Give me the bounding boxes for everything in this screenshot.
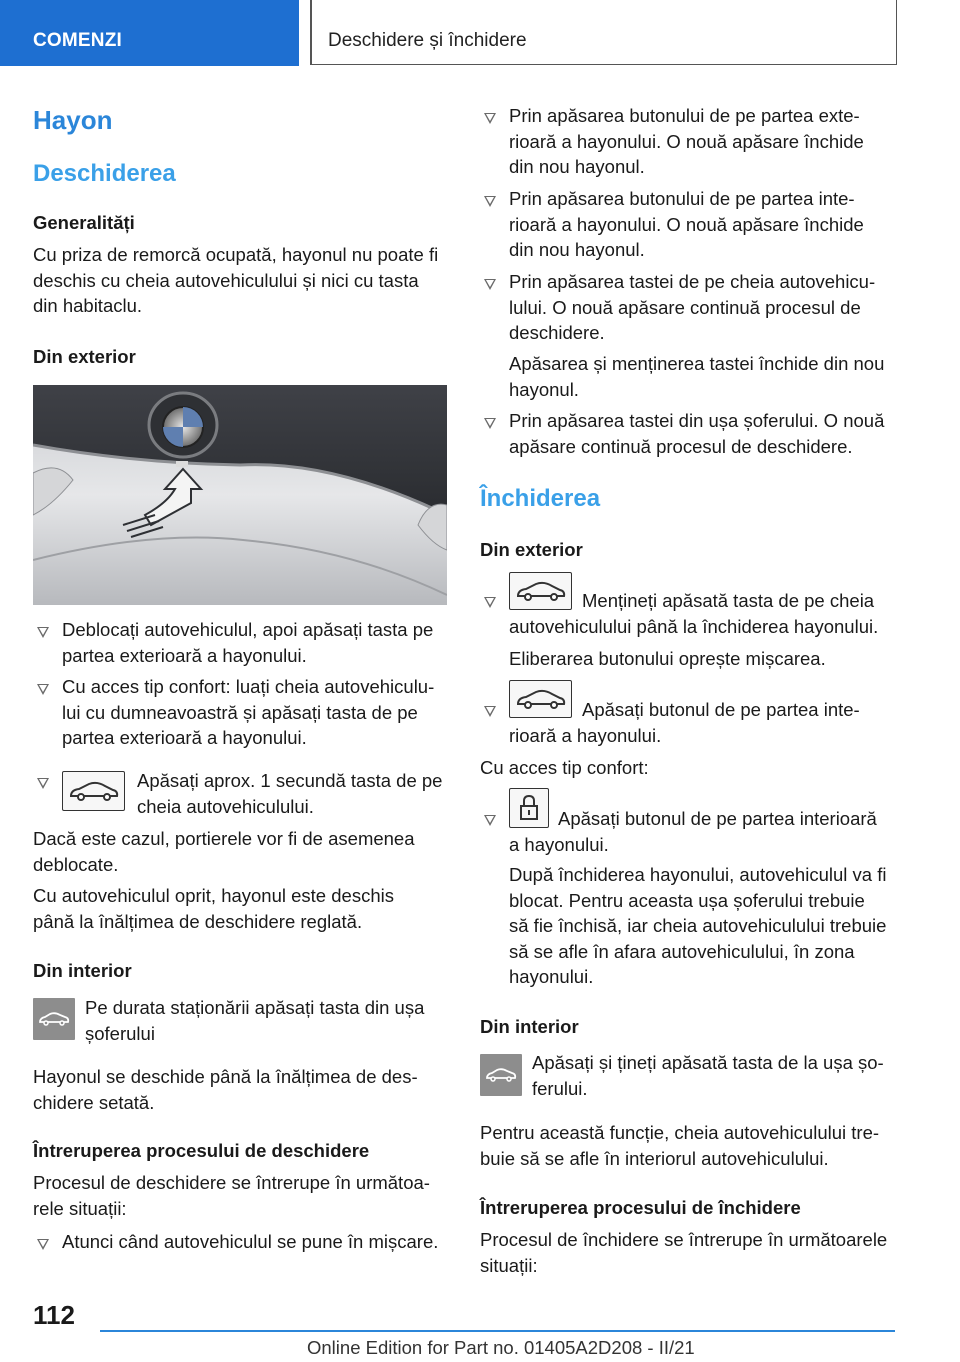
bullet-icon xyxy=(484,279,496,290)
bullet-icon xyxy=(484,706,496,717)
lock-icon xyxy=(509,788,549,828)
bullet-icon xyxy=(484,418,496,429)
bullet-exterior-button: Prin apăsarea butonului de pe partea exte- rioară a hayonului. O nouă apăsare închide din nou hayonul. xyxy=(509,105,864,177)
chapter-title: Deschidere și închidere xyxy=(328,30,527,51)
bullet-unlock: Deblocați autovehiculul, apoi apăsați tasta pe partea exterioară a hayonului. xyxy=(62,619,434,666)
section-heading-opening: Deschiderea xyxy=(33,160,176,187)
bullet-comfort-close-line1: Apăsați butonul de pe partea interioară xyxy=(558,808,877,829)
driver-door-button-icon xyxy=(480,1054,522,1096)
para-doors: Dacă este cazul, portierele vor fi de asemenea deblocate. xyxy=(33,828,415,875)
bullet-vehicle-moving: Atunci când autovehiculul se pune în mișcare. xyxy=(62,1231,439,1252)
section-tab xyxy=(0,0,299,66)
bullet-icon xyxy=(37,1239,49,1250)
para-opening-height: Cu autovehiculul oprit, hayonul este deschis până la înălțimea de deschidere reglată. xyxy=(33,885,394,932)
bullet-comfort-access: Cu acces tip confort: luați cheia autovehiculu- lui cu dumneavoastră și apăsați tasta de pe partea exterioară a hayonului. xyxy=(62,676,435,748)
bullet-key-button: Prin apăsarea tastei de pe cheia autovehicu- lului. O nouă apăsare continuă procesul de deschidere. xyxy=(509,271,876,343)
bullet-icon xyxy=(484,597,496,608)
interrupt-opening-text: Procesul de deschidere se întrerupe în următoa- rele situații: xyxy=(33,1172,430,1219)
heading-interior-closing: Din interior xyxy=(480,1016,579,1037)
bullet-driver-door: Prin apăsarea tastei din ușa șoferului. O nouă apăsare continuă procesul de deschidere. xyxy=(509,410,885,457)
page-title: Hayon xyxy=(33,105,113,135)
bullet-comfort-close-line2: a hayonului. xyxy=(509,834,609,855)
bullet-key-button: Apăsați aprox. 1 secundă tasta de pe cheia autovehiculului. xyxy=(137,770,443,817)
bullet-icon xyxy=(484,113,496,124)
key-hold-note: Apăsarea și menținerea tastei închide din nou hayonul. xyxy=(509,353,885,400)
section-title: COMENZI xyxy=(33,30,123,51)
interrupt-closing-text: Procesul de închidere se întrerupe în următoarele situații: xyxy=(480,1229,888,1276)
bullet-icon xyxy=(484,196,496,207)
driver-door-button-icon xyxy=(33,998,75,1040)
bullet-icon xyxy=(37,778,49,789)
trunk-button-photo-icon xyxy=(33,385,447,605)
footer-divider xyxy=(100,1330,895,1332)
para-key-inside: Pentru această funcție, cheia autovehiculului tre- buie să se afle în interiorul autovehiculului. xyxy=(480,1122,880,1169)
car-tailgate-icon xyxy=(509,572,572,610)
section-heading-closing: Închiderea xyxy=(480,485,601,512)
heading-exterior-closing: Din exterior xyxy=(480,539,583,560)
bullet-hold-key-line2: autovehiculului până la închiderea hayonului. xyxy=(509,616,879,637)
interior-closing-text: Apăsați și țineți apăsată tasta de la ușa șo- ferului. xyxy=(532,1052,884,1099)
heading-interrupt-closing: Întreruperea procesului de închidere xyxy=(480,1197,801,1218)
bullet-icon xyxy=(37,627,49,638)
lock-note: După închiderea hayonului, autovehiculul va fi blocat. Pentru aceasta ușa șoferului trebuie să fie închisă, iar cheia autovehiculului trebuie să se afle în afara autovehiculului, în zona hayonului. xyxy=(509,864,887,987)
bullet-icon xyxy=(484,815,496,826)
chapter-header xyxy=(310,0,897,65)
bullet-hold-key-line1: Mențineți apăsată tasta de pe cheia xyxy=(582,590,875,611)
page-number: 112 xyxy=(33,1300,75,1330)
heading-general: Generalități xyxy=(33,212,135,233)
footer-edition: Online Edition for Part no. 01405A2D208 - II/21 xyxy=(307,1337,695,1358)
release-note: Eliberarea butonului oprește mișcarea. xyxy=(509,648,826,669)
heading-interrupt-opening: Întreruperea procesului de deschidere xyxy=(33,1140,370,1161)
bullet-icon xyxy=(37,684,49,695)
bullet-interior-close-line1: Apăsați butonul de pe partea inte- xyxy=(582,699,860,720)
general-text: Cu priza de remorcă ocupată, hayonul nu poate fi deschis cu cheia autovehiculului și nici cu tasta din habitaclu. xyxy=(33,244,439,316)
interior-text: Pe durata staționării apăsați tasta din ușa șoferului xyxy=(85,997,425,1044)
bullet-interior-button: Prin apăsarea butonului de pe partea inte- rioară a hayonului. O nouă apăsare închide din nou hayonul. xyxy=(509,188,864,260)
car-tailgate-icon xyxy=(509,680,572,718)
heading-exterior: Din exterior xyxy=(33,346,136,367)
heading-interior: Din interior xyxy=(33,960,132,981)
para-height-set: Hayonul se deschide până la înălțimea de des- chidere setată. xyxy=(33,1066,418,1113)
bullet-interior-close-line2: rioară a hayonului. xyxy=(509,725,662,746)
car-tailgate-icon xyxy=(62,771,125,811)
comfort-access-text: Cu acces tip confort: xyxy=(480,757,649,778)
